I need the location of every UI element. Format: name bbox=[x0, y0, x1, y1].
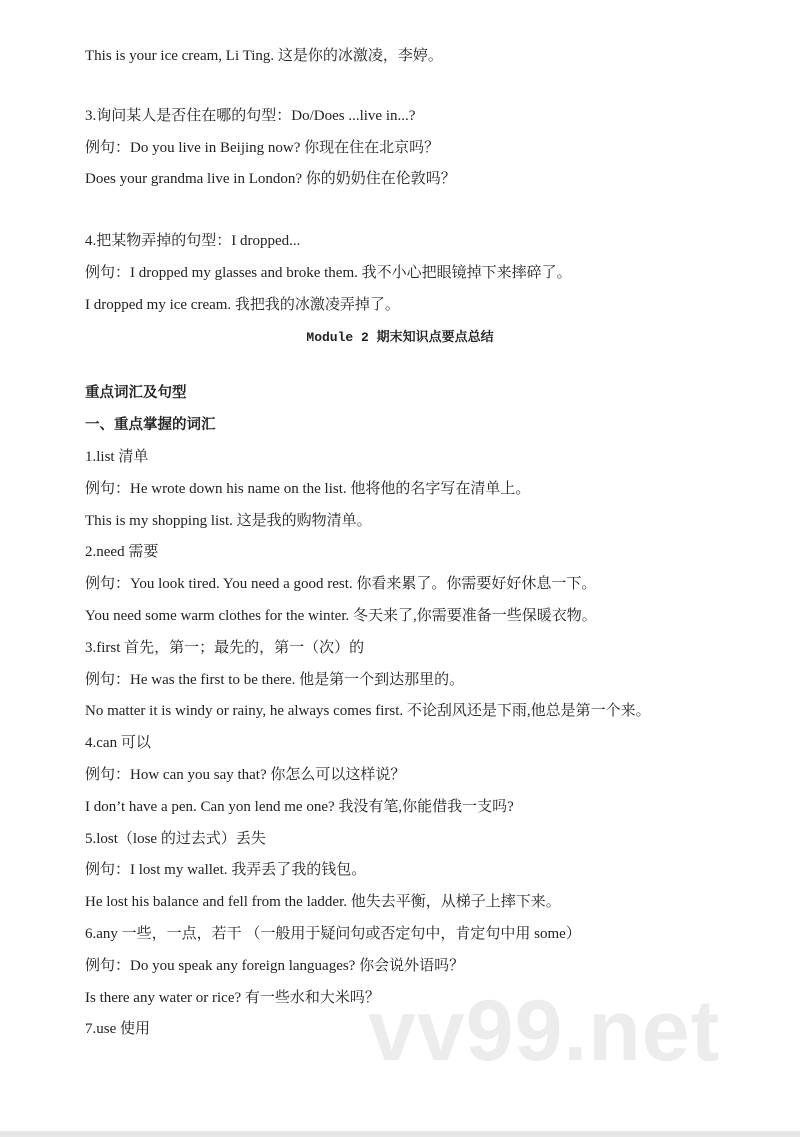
pattern-heading: 3.询问某人是否住在哪的句型：Do/Does ...live in...? bbox=[85, 107, 416, 124]
vocab-line: You need some warm clothes for the winter. 冬天来了,你需要准备一些保暖衣物。 bbox=[85, 607, 597, 624]
document-page bbox=[85, 41, 780, 1046]
watermark: vv99.net bbox=[368, 983, 721, 1079]
page-bottom-edge bbox=[0, 1131, 800, 1137]
vocab-line: 7.use 使用 bbox=[85, 1021, 150, 1038]
vocab-line: Is there any water or rice? 有一些水和大米吗？ bbox=[85, 989, 380, 1006]
vocab-line: 例句：He was the first to be there. 他是第一个到达那里的。 bbox=[85, 671, 465, 688]
vocab-line: 6.any 一些，一点，若干 （一般用于疑问句或否定句中，肯定句中用 some） bbox=[85, 925, 581, 942]
vocab-line: 1.list 清单 bbox=[85, 448, 149, 465]
vocab-line: I don’t have a pen. Can yon lend me one? 我没有笔,你能借我一支吗? bbox=[85, 798, 514, 815]
pattern-heading: 4.把某物弄掉的句型：I dropped... bbox=[85, 233, 301, 250]
module-title: Module 2 期末知识点要点总结 bbox=[306, 329, 494, 345]
vocab-line: 例句：You look tired. You need a good rest. 你看来累了。你需要好好休息一下。 bbox=[85, 576, 597, 593]
vocab-line: 例句：I lost my wallet. 我弄丢了我的钱包。 bbox=[85, 862, 367, 879]
vocab-line: 例句：How can you say that? 你怎么可以这样说？ bbox=[85, 766, 406, 783]
text-line: Does your grandma live in London? 你的奶奶住在伦敦吗？ bbox=[85, 171, 456, 188]
vocab-line: No matter it is windy or rainy, he always comes first. 不论刮风还是下雨,他总是第一个来。 bbox=[85, 703, 651, 720]
vocab-line: He lost his balance and fell from the ladder. 他失去平衡，从梯子上摔下来。 bbox=[85, 894, 561, 911]
text-line: 例句：I dropped my glasses and broke them. 我不小心把眼镜掉下来摔碎了。 bbox=[85, 264, 572, 281]
vocab-line: 5.lost（lose 的过去式）丢失 bbox=[85, 830, 266, 847]
text-line: I dropped my ice cream. 我把我的冰激凌弄掉了。 bbox=[85, 296, 400, 313]
vocab-line: 例句：He wrote down his name on the list. 他将他的名字写在清单上。 bbox=[85, 480, 531, 497]
vocab-line: 例句：Do you speak any foreign languages? 你会说外语吗？ bbox=[85, 957, 465, 974]
subsection-heading: 一、重点掌握的词汇 bbox=[85, 417, 216, 434]
text-line: 例句：Do you live in Beijing now? 你现在住在北京吗？ bbox=[85, 139, 440, 156]
vocab-line: 4.can 可以 bbox=[85, 735, 151, 752]
vocab-line: 3.first 首先，第一；最先的，第一（次）的 bbox=[85, 639, 365, 656]
vocab-line: 2.need 需要 bbox=[85, 544, 159, 561]
vocab-line: This is my shopping list. 这是我的购物清单。 bbox=[85, 512, 372, 529]
text-line: This is your ice cream, Li Ting. 这是你的冰激凌，李婷。 bbox=[85, 48, 443, 64]
section-heading: 重点词汇及句型 bbox=[85, 385, 187, 402]
